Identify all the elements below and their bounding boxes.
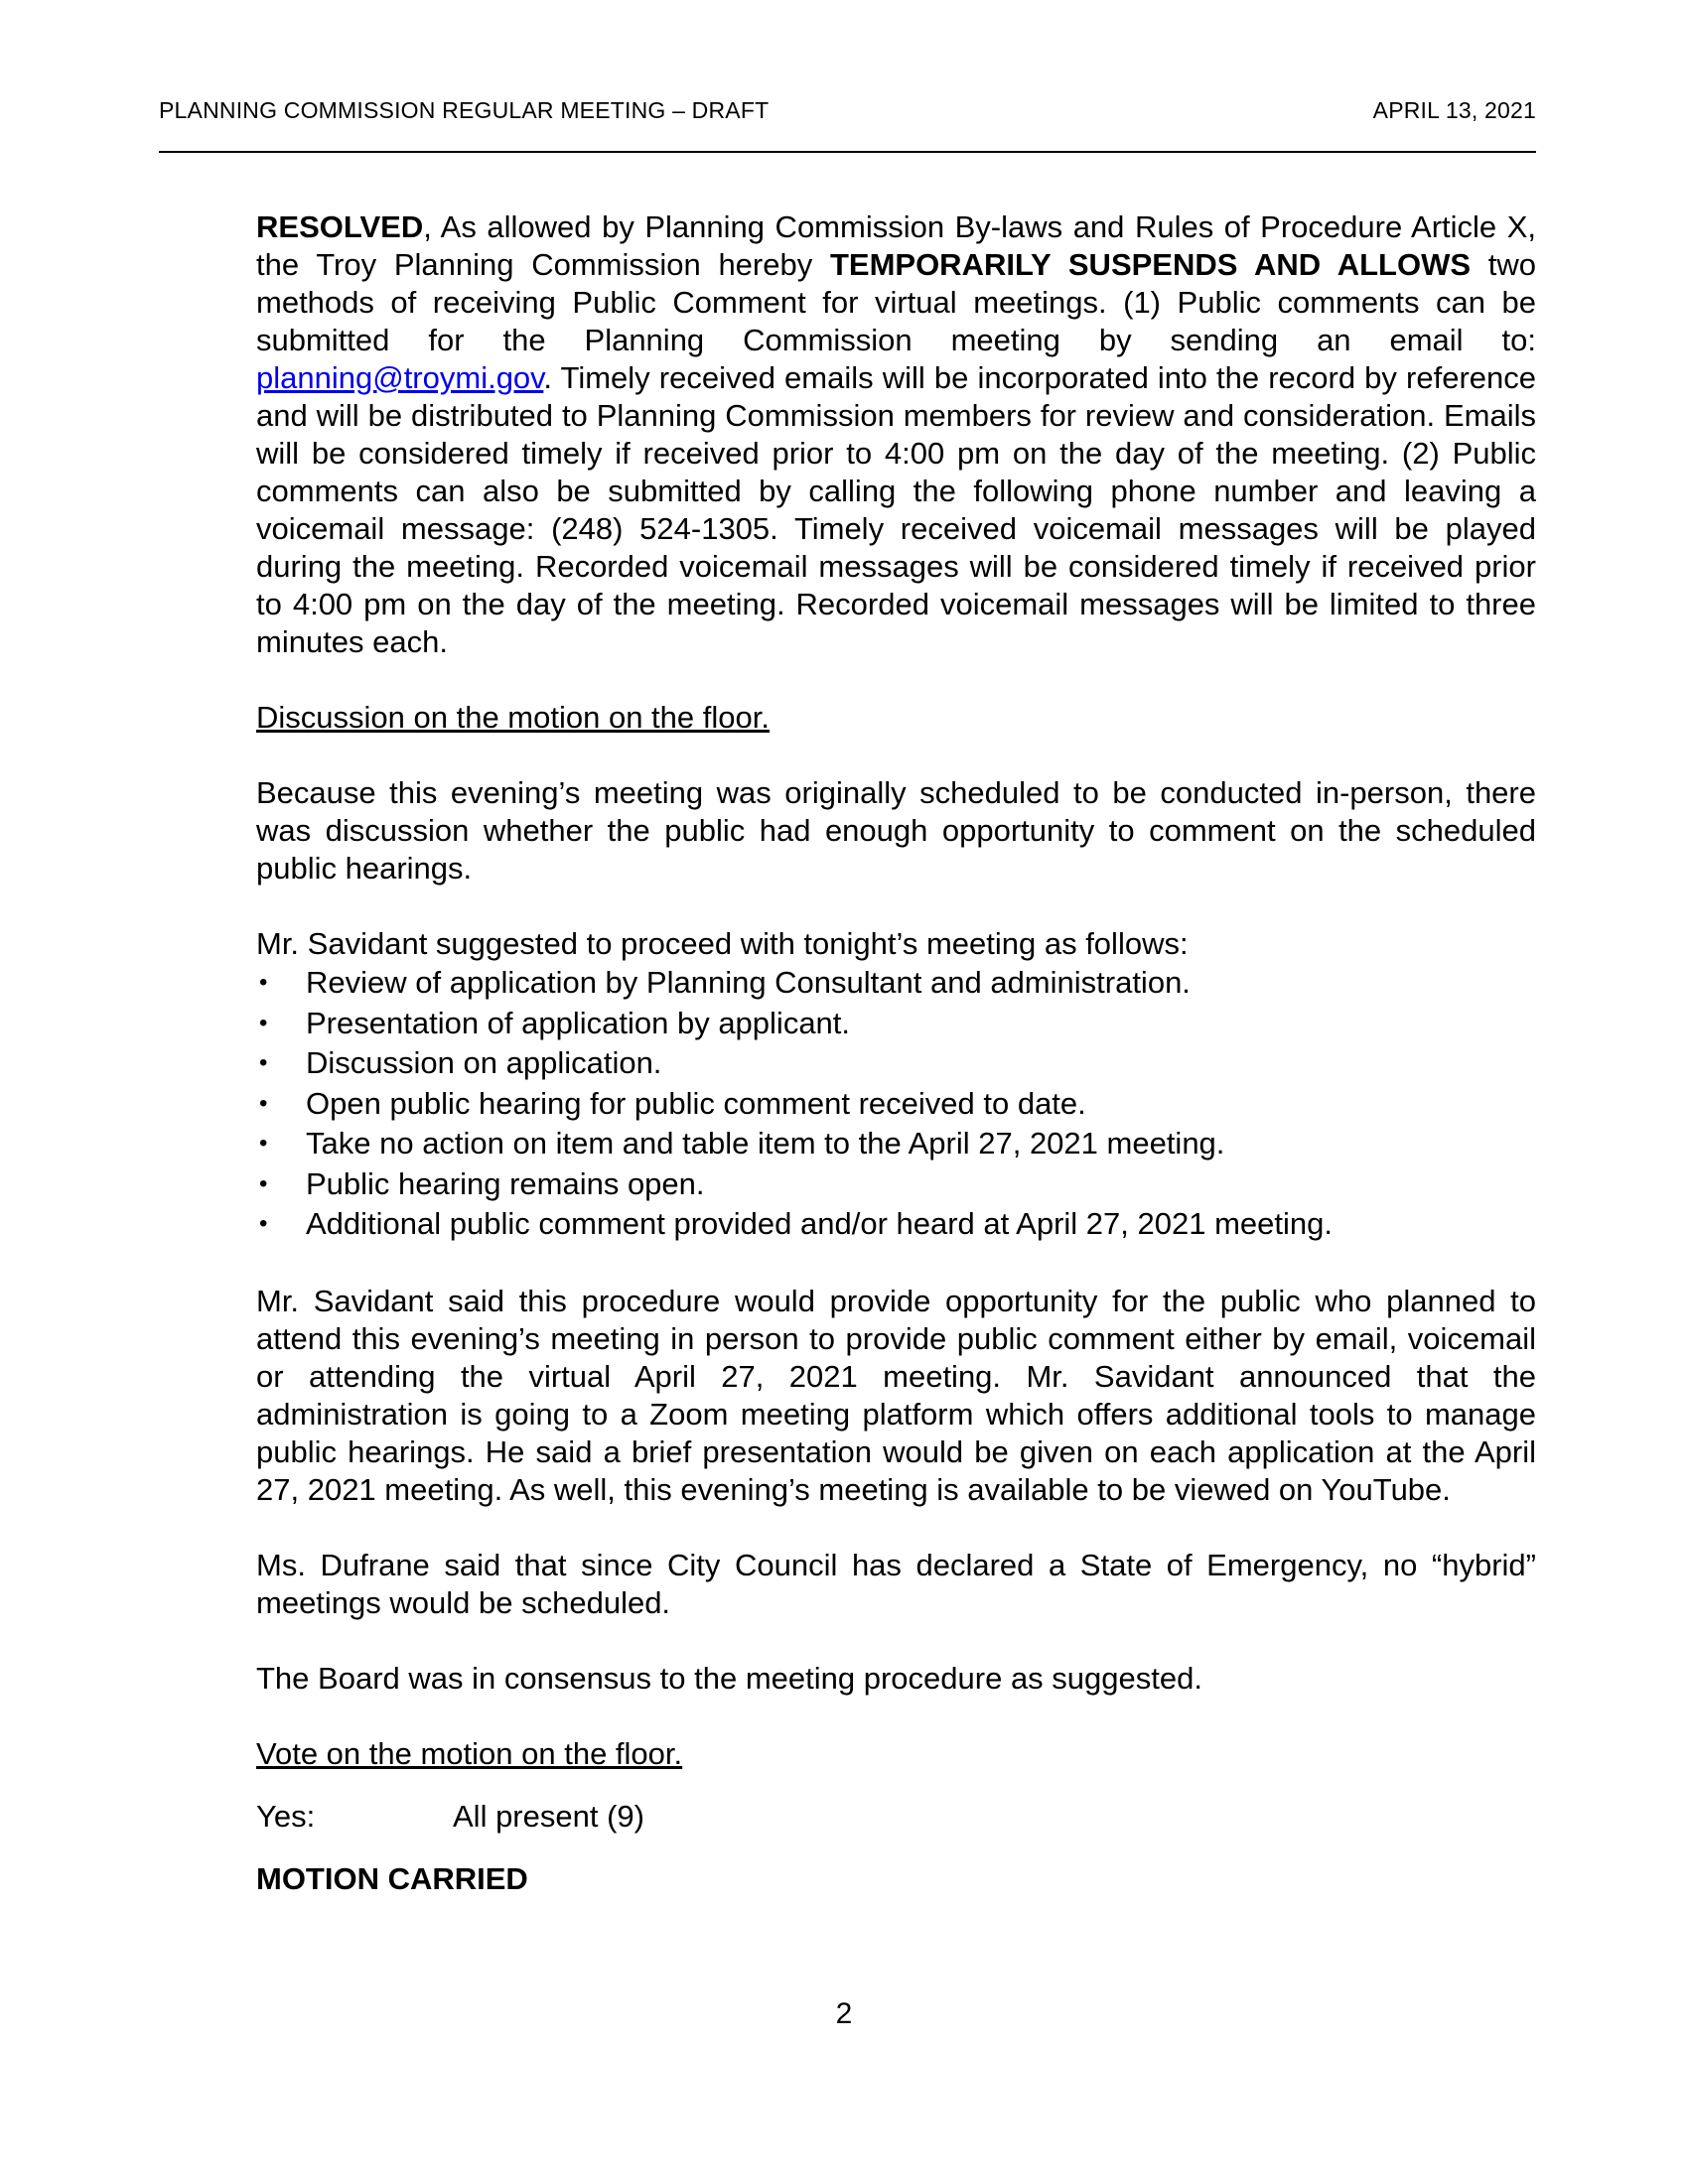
bullet-icon: •: [259, 1089, 268, 1117]
page-header: [159, 97, 1536, 153]
savidant-paragraph: Mr. Savidant said this procedure would provide opportunity for the public who planned to attend this evening’s meeting in person to provide public comment either by email, voicemail or attending the virtual April 27, 2021 meeting. Mr. Savidant announced that the administration is going to a Zoom meeting platform which offers additional tools to manage public hearings. He said a brief presentation would be given on each application at the April 27, 2021 meeting. As well, this evening’s meeting is available to be viewed on YouTube.: [256, 1283, 1536, 1507]
consensus-paragraph: The Board was in consensus to the meeting procedure as suggested.: [256, 1660, 1202, 1696]
bullet-icon: •: [259, 1049, 268, 1076]
vote-label: Yes:: [256, 1798, 316, 1834]
list-item: • Presentation of application by applicant.: [256, 1004, 1536, 1044]
list-item: • Public hearing remains open.: [256, 1164, 1536, 1205]
page-number: 2: [835, 1997, 853, 2030]
document-body: [256, 208, 1536, 1898]
resolved-keyword: RESOLVED: [256, 209, 424, 244]
vote-result-row: [256, 1798, 1536, 1836]
procedure-list: [256, 963, 1536, 1245]
bullet-icon: •: [259, 1009, 268, 1036]
bullet-icon: •: [259, 969, 268, 996]
discussion-paragraph: Because this evening’s meeting was originally scheduled to be conducted in-person, there was discussion whether the public had enough opportunity to comment on the scheduled public hearings.: [256, 775, 1536, 886]
suggestion-intro: Mr. Savidant suggested to proceed with tonight’s meeting as follows:: [256, 926, 1189, 961]
header-date: APRIL 13, 2021: [1372, 97, 1536, 123]
resolution-paragraph: [256, 208, 1536, 661]
bullet-icon: •: [259, 1210, 268, 1237]
email-link[interactable]: planning@troymi.gov: [256, 360, 544, 395]
dufrane-paragraph: Ms. Dufrane said that since City Council has declared a State of Emergency, no “hybrid” meetings would be scheduled.: [256, 1547, 1536, 1620]
resolution-emphasis: TEMPORARILY SUSPENDS AND ALLOWS: [829, 247, 1472, 282]
resolution-text-1: , As allowed by Planning Commission By-laws and Rules of Procedure Article X, the Troy Planning Commission hereby: [256, 209, 1536, 282]
vote-heading: Vote on the motion on the floor.: [256, 1735, 683, 1771]
list-item: • Additional public comment provided and/or heard at April 27, 2021 meeting.: [256, 1204, 1536, 1245]
motion-result: MOTION CARRIED: [256, 1860, 528, 1896]
header-title: PLANNING COMMISSION REGULAR MEETING – DRAFT: [159, 97, 770, 123]
bullet-icon: •: [259, 1130, 268, 1157]
list-item: • Take no action on item and table item to the April 27, 2021 meeting.: [256, 1124, 1536, 1164]
resolution-text-3: . Timely received emails will be incorporated into the record by reference and will be distributed to Planning Commission members for review and consideration. Emails will be considered timely if received prior to 4:00 pm on the day of the meeting. (2) Public comments can also be submitted by calling the following phone number and leaving a voicemail message: (248) 524-1305. Timely received voicemail messages will be played during the meeting. Recorded voicemail messages will be considered timely if received prior to 4:00 pm on the day of the meeting. Recorded voicemail messages will be limited to three minutes each.: [256, 360, 1536, 659]
list-item: • Discussion on application.: [256, 1043, 1536, 1084]
discussion-heading: Discussion on the motion on the floor.: [256, 700, 770, 735]
resolution-text-2: two methods of receiving Public Comment for virtual meetings. (1) Public comments can be submitted for the Planning Commission meeting by sending an email to:: [256, 247, 1536, 357]
vote-value: All present (9): [453, 1798, 644, 1834]
list-item: • Open public hearing for public comment received to date.: [256, 1084, 1536, 1125]
bullet-icon: •: [259, 1169, 268, 1197]
list-item: • Review of application by Planning Consultant and administration.: [256, 963, 1536, 1004]
